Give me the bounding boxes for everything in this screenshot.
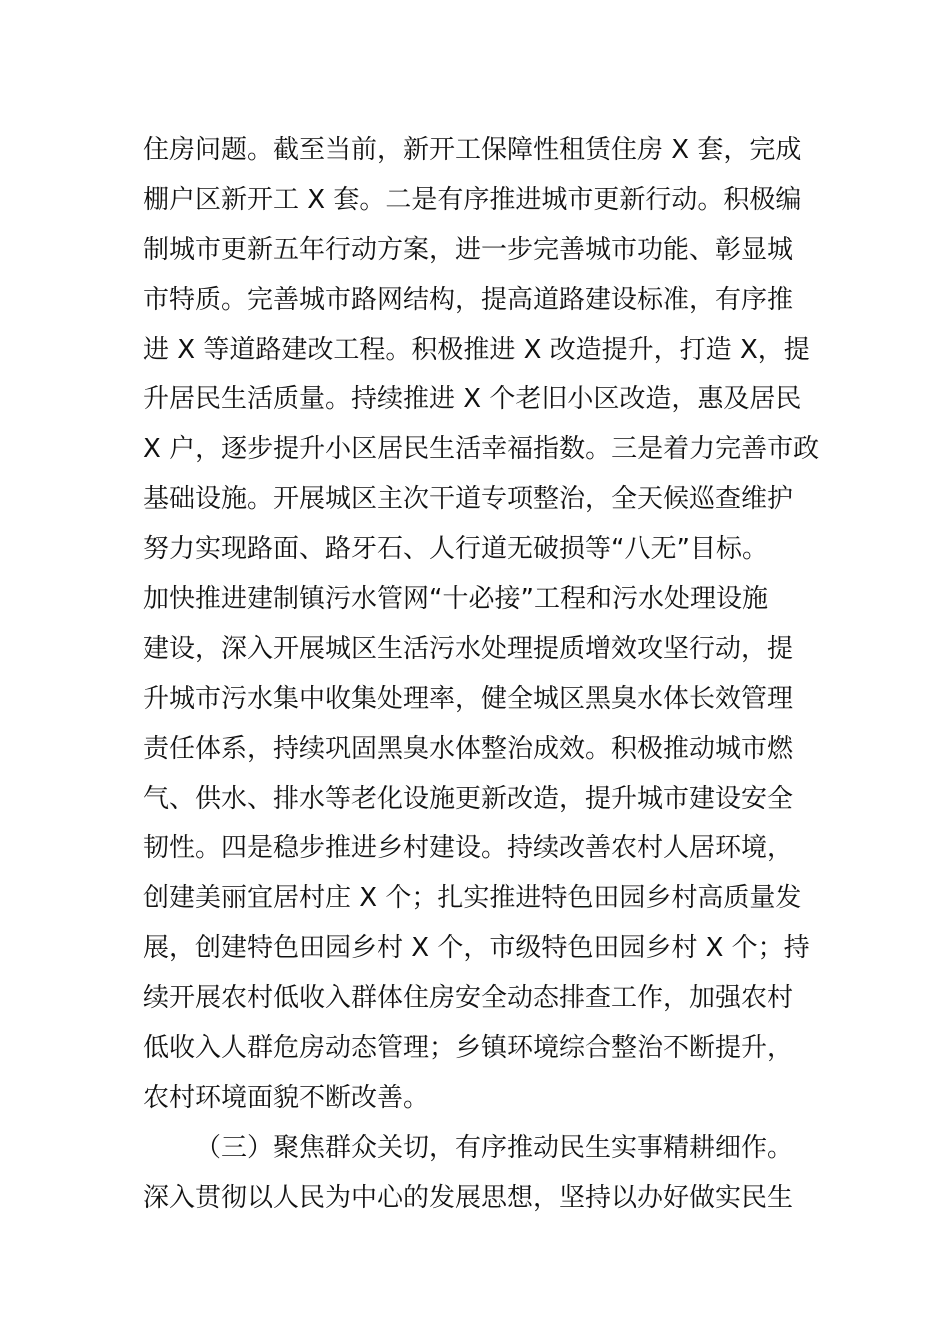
text-line: 创建美丽宜居村庄 X 个；扎实推进特色田园乡村高质量发 [143,883,802,914]
text-line: 市特质。完善城市路网结构，提高道路建设标准，有序推 [143,284,794,315]
text-line: 韧性。四是稳步推进乡村建设。持续改善农村人居环境， [143,833,794,864]
text-line: 展，创建特色田园乡村 X 个，市级特色田园乡村 X 个；持 [143,933,810,964]
text-line: 升居民生活质量。持续推进 X 个老旧小区改造，惠及居民 [143,384,802,415]
text-line: X 户，逐步提升小区居民生活幸福指数。三是着力完善市政 [143,434,820,465]
text-line: 基础设施。开展城区主次干道专项整治，全天候巡查维护 [143,484,794,515]
text-line: 低收入人群危房动态管理；乡镇环境综合整治不断提升， [143,1033,794,1064]
text-line: 续开展农村低收入群体住房安全动态排查工作，加强农村 [143,983,794,1014]
text-line: 农村环境面貌不断改善。 [143,1082,430,1113]
text-line: 棚户区新开工 X 套。二是有序推进城市更新行动。积极编 [143,184,802,215]
text-line: 努力实现路面、路牙石、人行道无破损等“八无”目标。 [143,534,768,565]
body-text [143,126,820,1224]
text-line: 责任体系，持续巩固黑臭水体整治成效。积极推动城市燃 [143,733,794,764]
text-line: 住房问题。截至当前，新开工保障性租赁住房 X 套，完成 [143,135,802,165]
text-line: 建设，深入开展城区生活污水处理提质增效攻坚行动，提 [143,633,794,664]
text-line: 进 X 等道路建改工程。积极推进 X 改造提升，打造 X，提 [143,334,810,365]
text-line: 深入贯彻以人民为中心的发展思想，坚持以办好做实民生 [143,1182,794,1213]
text-line: 升城市污水集中收集处理率，健全城区黑臭水体长效管理 [143,683,794,714]
text-line: 加快推进建制镇污水管网“十必接”工程和污水处理设施 [143,584,768,615]
text-line: 气、供水、排水等老化设施更新改造，提升城市建设安全 [143,783,794,814]
text-line: 制城市更新五年行动方案，进一步完善城市功能、彰显城 [143,234,794,265]
section-heading: （三）聚焦群众关切，有序推动民生实事精耕细作。 [195,1132,794,1163]
